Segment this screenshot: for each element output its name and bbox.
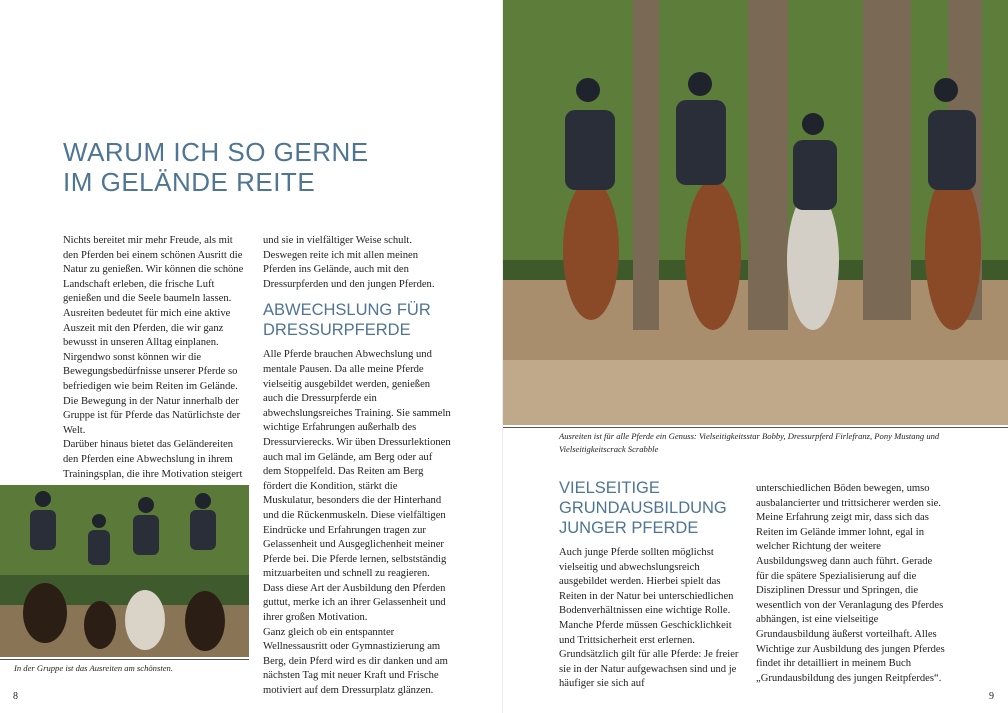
paragraph: unterschiedlichen Böden bewegen, umso ausbalancierter und trittsicherer werden sie. Meine Erfahrung zeigt mir, dass sich das Reiten im Gelände immer lohnt, egal in welcher Richtung der weitere Ausbildungsweg dann auch führt. Gerade für die spätere Spezialisierung auf die Disziplinen Dressur und Springen, die wesentlich von der Veranlagung des Pferdes abhängen, ist eine vielseitige Grundausbildung äußerst vorteilhaft. Alles Wichtige zur Ausbildung des jungen Pferdes findet ihr detailliert in meinem Buch „Grundausbildung des jungen Reitpferdes“.	[756, 483, 945, 684]
forest-ride-photo	[503, 0, 1008, 425]
right-page	[503, 0, 1008, 713]
photo-caption: In der Gruppe ist das Ausreiten am schönsten.	[14, 663, 173, 673]
text-column-2	[263, 234, 451, 699]
left-page	[0, 0, 503, 713]
paragraph: und sie in vielfältiger Weise schult. Deswegen reite ich mit allen meinen Pferden ins Gelände, auch mit den Dressurpferden und den jungen Pferden.	[263, 235, 435, 290]
paragraph: Alle Pferde brauchen Abwechslung und mentale Pausen. Da alle meine Pferde vielseitig ausgebildet werden, genießen auch die Dressurpferde ein abwechslungsreiches Training. Sie sammeln wichtige Erfahrungen außerhalb des Dressurvierecks. Wir üben Dressurlektionen auch mal im Gelände, am Berg oder auf dem Stoppelfeld. Das Reiten am Berg fördert die Kondition, stärkt die Muskulatur, besonders die der Hinterhand und die Rückenmuskeln. Diese vielfältigen Eindrücke und Erfahrungen tragen zur Gelassenheit und Ausgeglichenheit meiner Pferde bei. Die Pferde lernen, selbstständig mitzuarbeiten und schnell zu reagieren. Dass diese Art der Ausbildung den Pferden guttut, merke ich an ihrer Gelassenheit und ihrer großen Motivation.	[263, 349, 451, 624]
section-heading: VIELSEITIGE GRUNDAUSBILDUNG JUNGER PFERDE	[559, 479, 727, 537]
page-number: 9	[989, 691, 994, 702]
caption-rule	[503, 427, 1008, 428]
text-column-1	[63, 234, 249, 482]
photo-caption: Ausreiten ist für alle Pferde ein Genuss: Vielseitigkeitsstar Bobby, Dressurpferd Firlefranz, Pony Mustang und Vielseitigkeitscrack Scrabble	[559, 431, 940, 454]
section-heading: ABWECHSLUNG FÜR DRESSURPFERDE	[263, 301, 431, 340]
main-heading-line2: IM GELÄNDE REITE	[63, 167, 316, 197]
text-column-3	[559, 478, 745, 692]
paragraph: Nichts bereitet mir mehr Freude, als mit den Pferden bei einem schönen Ausritt die Natur zu genießen. Wir können die schöne Landschaft erleben, die frische Luft genießen und die Seele baumeln lassen. Ausreiten bedeutet für mich eine aktive Auszeit mit den Pferden, die wir ganz bewusst in unseren Alltag einplanen. Nirgendwo sonst können wir die Bewegungsbedürfnisse unserer Pferde so befriedigen wie beim Reiten im Gelände. Die Bewegung in der Natur innerhalb der Gruppe ist für Pferde das Natürlichste der Welt.	[63, 235, 244, 436]
paragraph: Ganz gleich ob ein entspannter Wellnessausritt oder Gymnastizierung am Berg, dein Pferd wird es dir danken und am nächsten Tag mit neuer Kraft und Frische motiviert auf dem Dressurplatz glänzen.	[263, 626, 448, 697]
paragraph: Auch junge Pferde sollten möglichst vielseitig und abwechslungsreich ausgebildet werden. Hierbei spielt das Reiten in der Natur bei unterschiedlichen Bodenverhältnissen eine wichtige Rolle. Manche Pferde müssen Geschicklichkeit und Trittsicherheit erst erlernen. Grundsätzlich gilt für alle Pferde: Je freier sie in der Natur aufgewachsen sind und je häufiger sie sich auf	[559, 547, 739, 690]
main-heading	[63, 137, 483, 197]
caption-rule	[0, 659, 249, 660]
text-column-4	[756, 482, 946, 686]
page-number: 8	[13, 691, 18, 702]
group-ride-photo	[0, 485, 249, 657]
main-heading-line1: WARUM ICH SO GERNE	[63, 137, 369, 167]
paragraph: Darüber hinaus bietet das Geländereiten den Pferden eine Abwechslung in ihrem Trainingsplan, die ihre Motivation steigert	[63, 439, 243, 480]
